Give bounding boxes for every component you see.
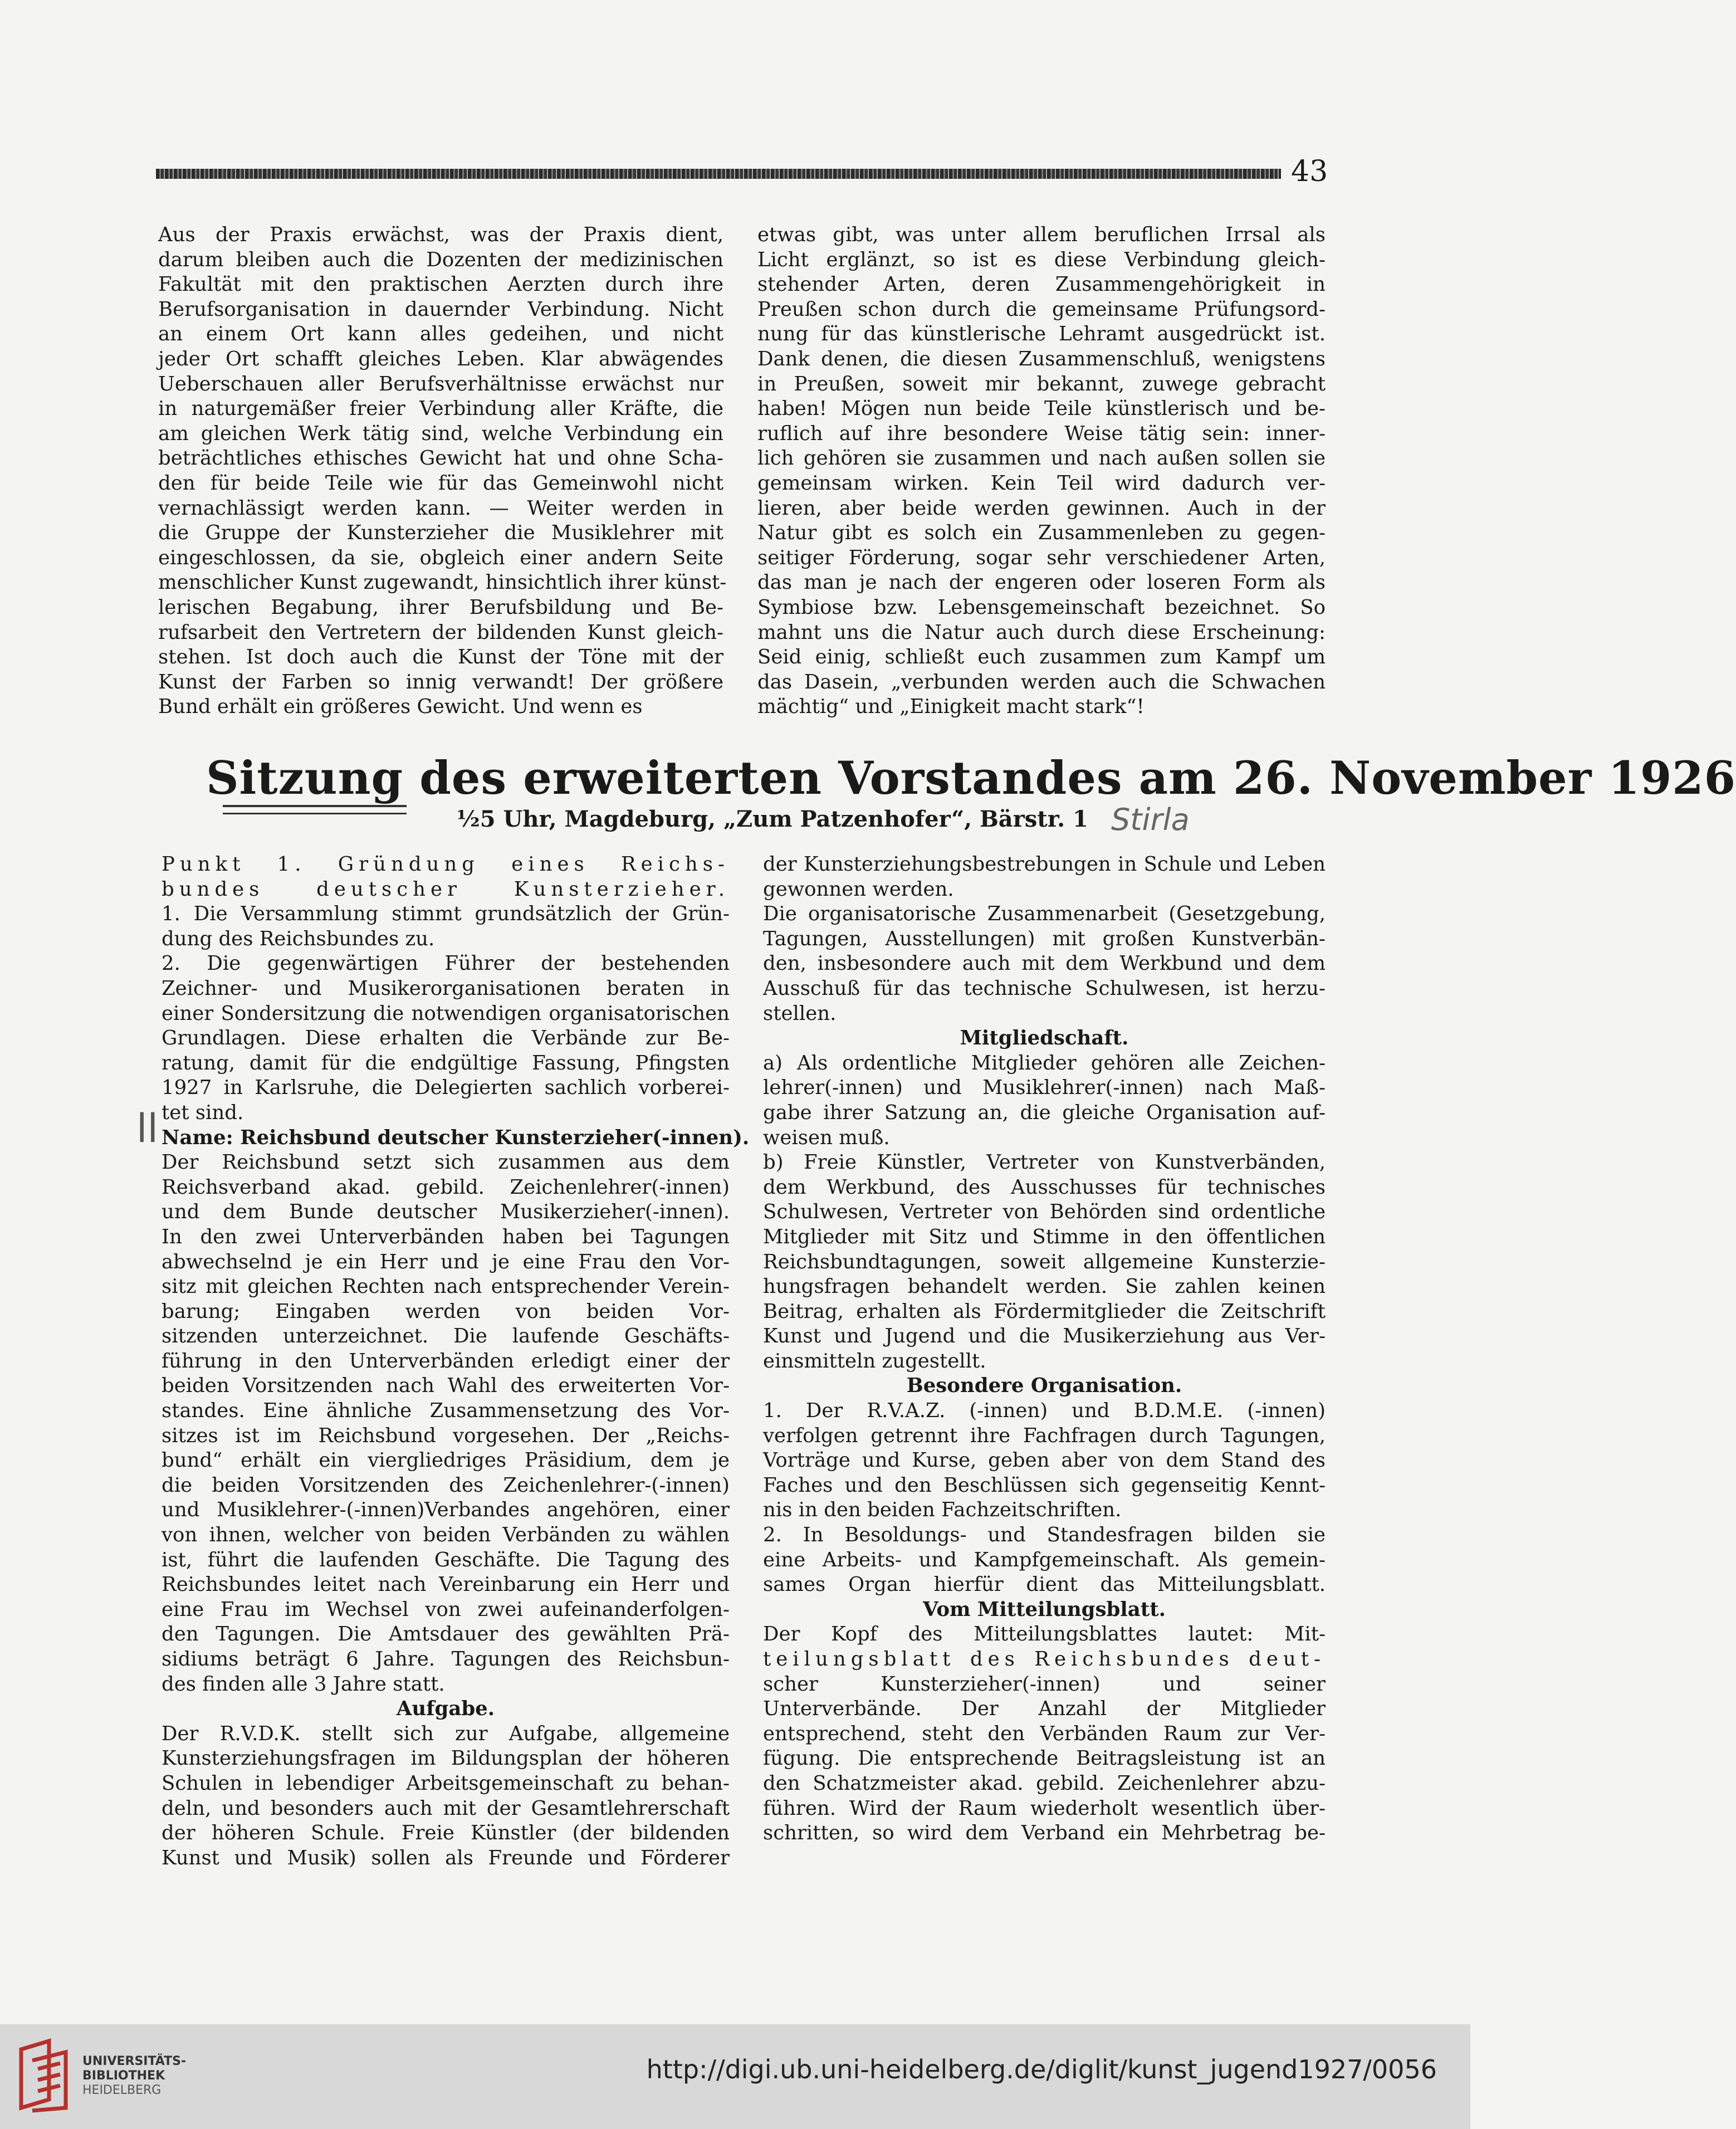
text-line: Mitglieder mit Sitz und Stimme in den öffentlichen	[763, 1225, 1326, 1248]
text-line: nis in den beiden Fachzeitschriften.	[763, 1498, 1122, 1522]
text-line: 1927 in Karlsruhe, die Delegierten sachlich vorberei-	[162, 1076, 730, 1100]
text-line: vernachlässigt werden kann. — Weiter werden in	[158, 496, 723, 520]
text-line: sames Organ hierfür dient das Mitteilungsblatt.	[763, 1573, 1326, 1596]
text-line: Aus der Praxis erwächst, was der Praxis dient,	[158, 223, 723, 246]
text-line: und dem Bunde deutscher Musikerzieher(-innen).	[162, 1200, 730, 1224]
text-line: Name: Reichsbund deutscher Kunsterzieher(-innen).	[162, 1126, 750, 1149]
text-line: eine Arbeits- und Kampfgemeinschaft. Als gemein-	[763, 1548, 1326, 1571]
text-line: Schulwesen, Vertreter von Behörden sind ordentliche	[763, 1200, 1326, 1224]
handwritten-signature: Stirla	[1111, 802, 1190, 837]
text-line: das man je nach der engeren oder loseren Form als	[757, 571, 1326, 594]
text-line: stehender Arten, deren Zusammengehörigkeit in	[757, 273, 1326, 296]
text-line: die beiden Vorsitzenden des Zeichenlehrer-(-innen)	[162, 1473, 730, 1497]
text-line: lehrer(-innen) und Musiklehrer(-innen) nach Maß-	[763, 1076, 1326, 1100]
text-line: tet sind.	[162, 1101, 244, 1124]
text-line: Ausschuß für das technische Schulwesen, ist herzu-	[763, 976, 1326, 1000]
text-line: Tagungen, Ausstellungen) mit großen Kunstverbän-	[763, 927, 1326, 950]
text-line: hungsfragen behandelt werden. Sie zahlen keinen	[763, 1275, 1326, 1298]
text-line: barung; Eingaben werden von beiden Vor-	[162, 1300, 730, 1323]
text-line: verfolgen getrennt ihre Fachfragen durch Tagungen,	[763, 1424, 1326, 1447]
text-line: den Schatzmeister akad. gebild. Zeichenlehrer abzu-	[763, 1771, 1326, 1795]
text-line: gabe ihrer Satzung an, die gleiche Organisation auf-	[763, 1101, 1326, 1124]
text-line: Beitrag, erhalten als Fördermitglieder die Zeitschrift	[763, 1300, 1326, 1323]
library-logo-icon	[16, 2038, 74, 2113]
text-line: Reichsbundes leitet nach Vereinbarung ein Herr und	[162, 1573, 730, 1596]
text-line: b) Freie Künstler, Vertreter von Kunstverbänden,	[763, 1151, 1326, 1174]
text-line: lieren, aber beide werden gewinnen. Auch in der	[757, 496, 1326, 520]
text-line: Punkt 1. Gründung eines Reichs-	[162, 853, 730, 876]
text-line: Die organisatorische Zusammenarbeit (Gesetzgebung,	[763, 902, 1326, 926]
text-line: gewonnen werden.	[763, 877, 954, 901]
section-heading: Mitgliedschaft.	[960, 1027, 1129, 1050]
text-line: die Gruppe der Kunsterzieher die Musiklehrer mit	[158, 521, 723, 545]
text-line: gemeinsam wirken. Kein Teil wird dadurch ver-	[757, 471, 1326, 495]
text-line: in Preußen, soweit mir bekannt, zuwege gebracht	[757, 372, 1326, 395]
text-line: bund“ erhält ein viergliedriges Präsidium, dem je	[162, 1449, 730, 1472]
logo-line-1: UNIVERSITÄTS-	[82, 2054, 187, 2068]
text-line: Reichsbundtagungen, soweit allgemeine Kunsterzie-	[763, 1250, 1326, 1273]
text-line: sitzenden unterzeichnet. Die laufende Geschäfts-	[162, 1325, 730, 1348]
text-line: stehen. Ist doch auch die Kunst der Töne mit der	[158, 646, 723, 669]
text-line: lerischen Begabung, ihrer Berufsbildung und Be-	[158, 595, 723, 619]
text-line: Unterverbände. Der Anzahl der Mitglieder	[763, 1697, 1326, 1721]
text-line: eine Frau im Wechsel von zwei aufeinanderfolgen-	[162, 1598, 730, 1621]
text-line: den für beide Teile wie für das Gemeinwohl nicht	[158, 471, 723, 495]
text-line: fügung. Die entsprechende Beitragsleistung ist an	[763, 1747, 1326, 1770]
text-line: haben! Mögen nun beide Teile künstlerisch und be-	[757, 397, 1326, 421]
text-line: Vorträge und Kurse, geben aber von dem Stand des	[763, 1449, 1326, 1472]
text-line: den Tagungen. Die Amtsdauer des gewählten Prä-	[162, 1623, 730, 1646]
text-line: abwechselnd je ein Herr und je eine Frau den Vor-	[162, 1250, 730, 1273]
text-line: mächtig“ und „Einigkeit macht stark“!	[757, 695, 1145, 719]
top-right-column	[757, 223, 1326, 720]
meeting-details: ½5 Uhr, Magdeburg, „Zum Patzenhofer“, Bärstr. 1	[457, 806, 1088, 832]
text-line: der Kunsterziehungsbestrebungen in Schule und Leben	[763, 853, 1326, 876]
text-line: einsmitteln zugestellt.	[763, 1349, 986, 1373]
text-line: sitz mit gleichen Rechten nach entsprechender Verein-	[162, 1275, 730, 1298]
text-line: Schulen in lebendiger Arbeitsgemeinschaft zu behan-	[162, 1771, 730, 1795]
section-heading: Aufgabe.	[396, 1697, 495, 1721]
text-line: an einem Ort kann alles gedeihen, und nicht	[158, 323, 723, 346]
text-line: in naturgemäßer freier Verbindung aller Kräfte, die	[158, 397, 723, 421]
text-line: Preußen schon durch die gemeinsame Prüfungsord-	[757, 297, 1326, 321]
text-line: den, insbesondere auch mit dem Werkbund und dem	[763, 952, 1326, 975]
text-line: etwas gibt, was unter allem beruflichen Irrsal als	[757, 223, 1326, 246]
text-line: sidiums beträgt 6 Jahre. Tagungen des Reichsbun-	[162, 1648, 730, 1671]
text-line: deln, und besonders auch mit der Gesamtlehrerschaft	[162, 1796, 730, 1820]
text-line: schritten, so wird dem Verband ein Mehrbetrag be-	[763, 1822, 1326, 1845]
text-line: nung für das künstlerische Lehramt ausgedrückt ist.	[757, 323, 1326, 346]
text-line: Der Reichsbund setzt sich zusammen aus dem	[162, 1151, 730, 1174]
text-line: Der Kopf des Mitteilungsblattes lautet: Mit-	[763, 1623, 1326, 1646]
library-footer	[0, 2024, 1470, 2129]
handwritten-margin-mark: ll	[136, 1106, 158, 1151]
text-line: 2. Die gegenwärtigen Führer der bestehenden	[162, 952, 730, 975]
text-line: Kunst und Musik) sollen als Freunde und Förderer	[162, 1846, 730, 1869]
bottom-right-column	[763, 852, 1326, 1846]
text-line: lich gehören sie zusammen und nach außen sollen sie	[757, 447, 1326, 470]
text-line: Grundlagen. Diese erhalten die Verbände zur Be-	[162, 1027, 730, 1050]
section-headline: Sitzung des erweiterten Vorstandes am 26. November 1926	[206, 752, 1736, 805]
text-line: führen. Wird der Raum wiederholt wesentlich über-	[763, 1796, 1326, 1820]
text-line: seitiger Förderung, sogar sehr verschiedener Arten,	[757, 546, 1326, 569]
text-line: Berufsorganisation in dauernder Verbindung. Nicht	[158, 297, 723, 321]
text-line: Reichsverband akad. gebild. Zeichenlehrer(-innen)	[162, 1175, 730, 1199]
text-line: Dank denen, die diesen Zusammenschluß, wenigstens	[757, 347, 1326, 370]
text-line: 1. Der R.V.A.Z. (-innen) und B.D.M.E. (-innen)	[763, 1399, 1326, 1423]
text-line: teilungsblatt des Reichsbundes deut-	[763, 1648, 1326, 1671]
text-line: In den zwei Unterverbänden haben bei Tagungen	[162, 1225, 730, 1248]
text-line: Symbiose bzw. Lebensgemeinschaft bezeichnet. So	[757, 595, 1326, 619]
text-line: weisen muß.	[763, 1126, 890, 1149]
text-line: a) Als ordentliche Mitglieder gehören alle Zeichen-	[763, 1051, 1326, 1075]
text-line: beträchtliches ethisches Gewicht hat und ohne Scha-	[158, 447, 723, 470]
text-line: bundes deutscher Kunsterzieher.	[162, 877, 730, 901]
section-heading: Vom Mitteilungsblatt.	[923, 1598, 1166, 1621]
text-line: Zeichner- und Musikerorganisationen beraten in	[162, 976, 730, 1000]
source-url-link[interactable]: http://digi.ub.uni-heidelberg.de/diglit/kunst_jugend1927/0056	[646, 2054, 1437, 2084]
page-number: 43	[1291, 155, 1328, 188]
text-line: führung in den Unterverbänden erledigt einer der	[162, 1349, 730, 1373]
text-line: Kunst und Jugend und die Musikerziehung aus Ver-	[763, 1325, 1326, 1348]
text-line: dem Werkbund, des Ausschusses für technisches	[763, 1175, 1326, 1199]
text-line: Bund erhält ein größeres Gewicht. Und wenn es	[158, 695, 643, 719]
text-line: das Dasein, „verbunden werden auch die Schwachen	[757, 670, 1326, 694]
text-line: Der R.V.D.K. stellt sich zur Aufgabe, allgemeine	[162, 1722, 730, 1745]
text-line: einer Sondersitzung die notwendigen organisatorischen	[162, 1002, 730, 1025]
header-rule	[156, 169, 1281, 179]
text-line: Kunsterziehungsfragen im Bildungsplan der höheren	[162, 1747, 730, 1770]
text-line: stellen.	[763, 1002, 837, 1025]
text-line: menschlicher Kunst zugewandt, hinsichtlich ihrer künst-	[158, 571, 727, 594]
text-line: 2. In Besoldungs- und Standesfragen bilden sie	[763, 1523, 1326, 1547]
text-line: entsprechend, steht den Verbänden Raum zur Ver-	[763, 1722, 1326, 1745]
text-line: mahnt uns die Natur auch durch diese Erscheinung:	[757, 621, 1326, 644]
text-line: und Musiklehrer-(-innen)Verbandes angehören, einer	[162, 1498, 730, 1522]
text-line: 1. Die Versammlung stimmt grundsätzlich der Grün-	[162, 902, 730, 926]
headline-ornament	[223, 805, 407, 814]
top-left-column	[158, 223, 727, 720]
text-line: scher Kunsterzieher(-innen) und seiner	[763, 1672, 1326, 1696]
text-line: darum bleiben auch die Dozenten der medizinischen	[158, 248, 723, 271]
text-line: dung des Reichsbundes zu.	[162, 927, 435, 950]
text-line: des finden alle 3 Jahre statt.	[162, 1672, 445, 1696]
bottom-left-column	[162, 852, 750, 1871]
text-line: jeder Ort schafft gleiches Leben. Klar abwägendes	[158, 347, 723, 370]
text-line: am gleichen Werk tätig sind, welche Verbindung ein	[158, 422, 723, 445]
text-line: von ihnen, welcher von beiden Verbänden zu wählen	[162, 1523, 730, 1547]
text-line: Kunst der Farben so innig verwandt! Der größere	[158, 670, 723, 694]
text-line: Fakultät mit den praktischen Aerzten durch ihre	[158, 273, 723, 296]
text-line: Natur gibt es solch ein Zusammenleben zu gegen-	[757, 521, 1326, 545]
text-line: rufsarbeit den Vertretern der bildenden Kunst gleich-	[158, 621, 723, 644]
text-line: eingeschlossen, da sie, obgleich einer andern Seite	[158, 546, 723, 569]
text-line: ist, führt die laufenden Geschäfte. Die Tagung des	[162, 1548, 730, 1571]
text-line: Ueberschauen aller Berufsverhältnisse erwächst nur	[158, 372, 723, 395]
logo-line-2: BIBLIOTHEK	[82, 2069, 165, 2083]
logo-line-3: HEIDELBERG	[82, 2083, 162, 2097]
text-line: Seid einig, schließt euch zusammen zum Kampf um	[757, 646, 1326, 669]
section-heading: Besondere Organisation.	[906, 1374, 1182, 1398]
text-line: beiden Vorsitzenden nach Wahl des erweiterten Vor-	[162, 1374, 730, 1398]
library-logo-text	[82, 2054, 186, 2098]
text-line: ruflich auf ihre besondere Weise tätig sein: inner-	[757, 422, 1326, 445]
text-line: ratung, damit für die endgültige Fassung, Pfingsten	[162, 1051, 730, 1075]
text-line: der höheren Schule. Freie Künstler (der bildenden	[162, 1822, 730, 1845]
text-line: Licht erglänzt, so ist es diese Verbindung gleich-	[757, 248, 1326, 271]
text-line: Faches und den Beschlüssen sich gegenseitig Kennt-	[763, 1473, 1326, 1497]
text-line: sitzes ist im Reichsbund vorgesehen. Der „Reichs-	[162, 1424, 730, 1447]
text-line: standes. Eine ähnliche Zusammensetzung des Vor-	[162, 1399, 730, 1423]
